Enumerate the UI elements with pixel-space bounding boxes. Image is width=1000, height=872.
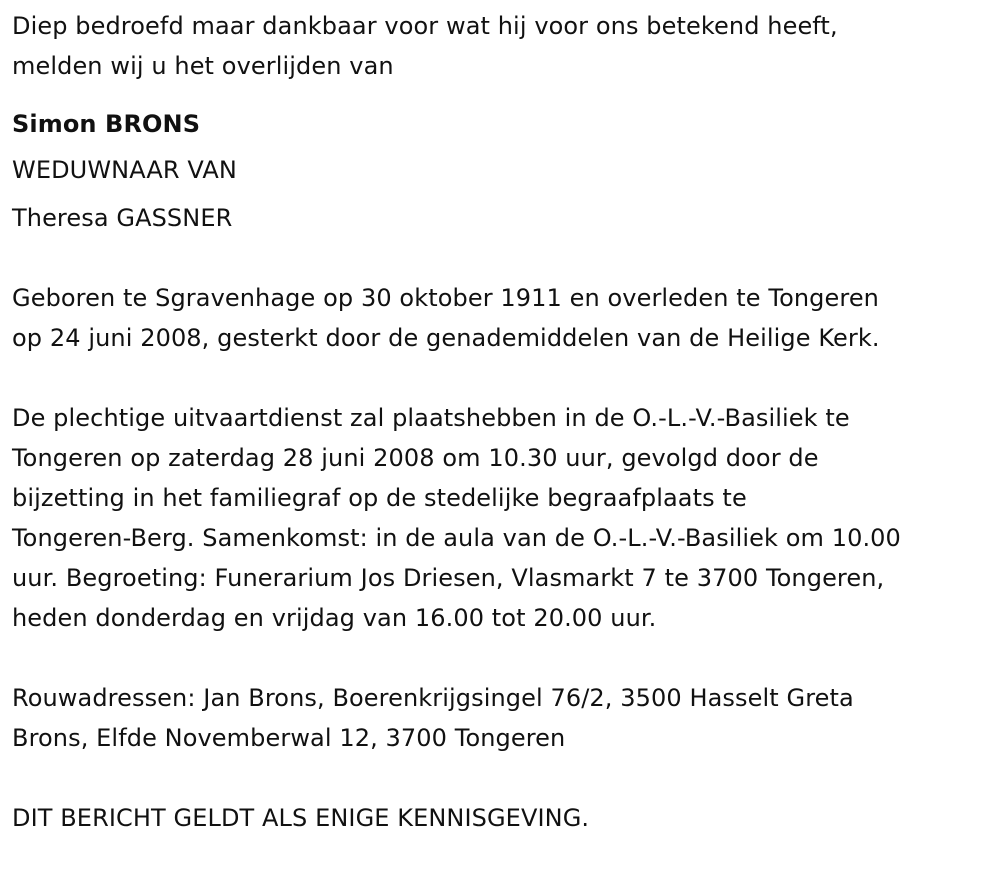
spacer (12, 758, 992, 798)
addresses-paragraph (12, 678, 992, 758)
intro-line-2: melden wij u het overlijden van (12, 52, 394, 80)
deceased-name: Simon BRONS (12, 110, 201, 138)
notice-text: DIT BERICHT GELDT ALS ENIGE KENNISGEVING. (12, 804, 590, 832)
deceased-block (12, 104, 992, 238)
addresses-line-2: Brons, Elfde Novemberwal 12, 3700 Tongeren (12, 724, 566, 752)
service-line-5: uur. Begroeting: Funerarium Jos Driesen, Vlasmarkt 7 te 3700 Tongeren, (12, 564, 885, 592)
intro-paragraph (12, 6, 992, 86)
service-line-6: heden donderdag en vrijdag van 16.00 tot 20.00 uur. (12, 604, 657, 632)
intro-line-1: Diep bedroefd maar dankbaar voor wat hij voor ons betekend heeft, (12, 12, 838, 40)
service-line-4: Tongeren-Berg. Samenkomst: in de aula van de O.-L.-V.-Basiliek om 10.00 (12, 524, 901, 552)
service-line-2: Tongeren op zaterdag 28 juni 2008 om 10.30 uur, gevolgd door de (12, 444, 819, 472)
service-line-3: bijzetting in het familiegraf op de stedelijke begraafplaats te (12, 484, 747, 512)
birth-death-paragraph (12, 278, 992, 358)
obituary-document (12, 6, 992, 838)
birth-death-line-2: op 24 juni 2008, gesterkt door de genademiddelen van de Heilige Kerk. (12, 324, 880, 352)
service-paragraph (12, 398, 992, 638)
relation-label: WEDUWNAAR VAN (12, 156, 237, 184)
spacer (12, 638, 992, 678)
birth-death-line-1: Geboren te Sgravenhage op 30 oktober 1911 en overleden te Tongeren (12, 284, 879, 312)
spacer (12, 358, 992, 398)
addresses-line-1: Rouwadressen: Jan Brons, Boerenkrijgsingel 76/2, 3500 Hasselt Greta (12, 684, 854, 712)
spacer (12, 238, 992, 278)
service-line-1: De plechtige uitvaartdienst zal plaatshebben in de O.-L.-V.-Basiliek te (12, 404, 850, 432)
spouse-name: Theresa GASSNER (12, 204, 233, 232)
